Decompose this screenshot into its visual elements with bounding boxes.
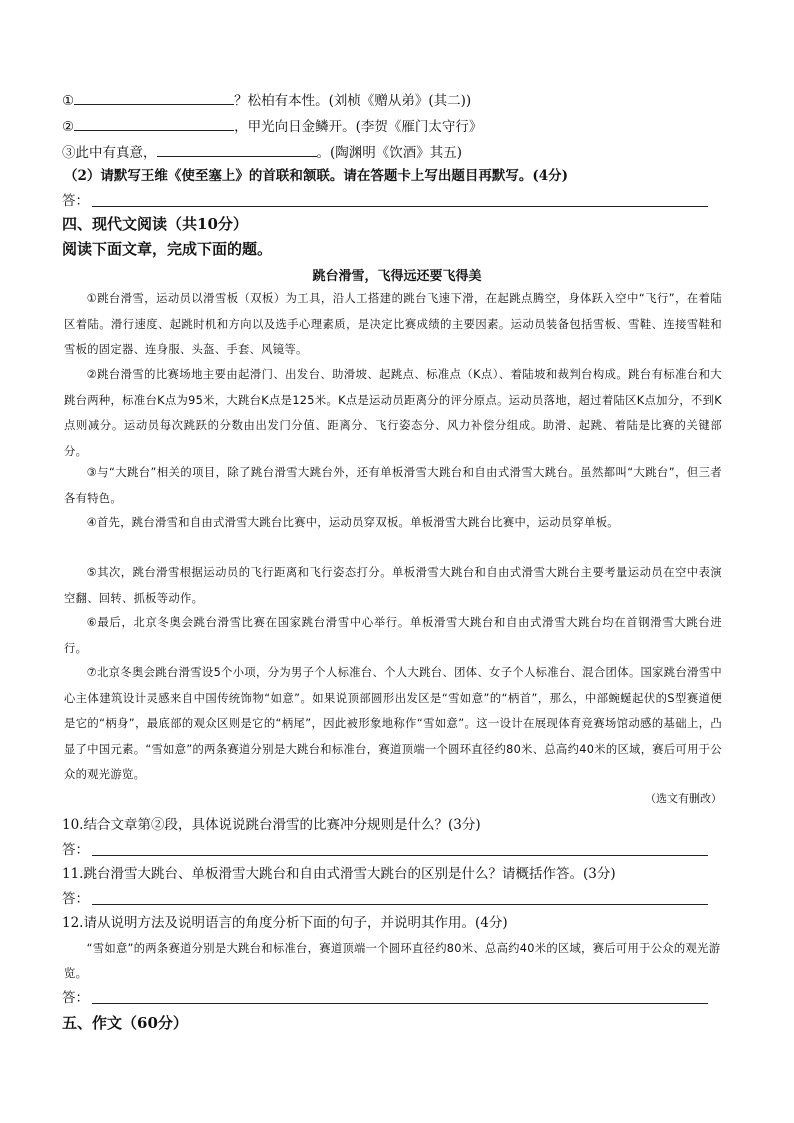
article-paragraph-1: ①跳台滑雪，运动员以滑雪板（双板）为工具，沿人工搭建的跳台飞速下滑，在起跳点腾空，身体跃入空中“飞行”，在着陆区着陆。滑行速度、起跳时机和方向以及选手心理素质，是决定比赛成绩的主要因素。运动员装备包括雪板、雪鞋、连接雪鞋和雪板的固定器、连身服、头盔、手套、风镜等。 [64, 292, 722, 356]
question-12-quote: “雪如意”的两条赛道分别是大跳台和标准台，赛道顶端一个圆环直径约80米、总高约40米的区域，赛后可用于公众的观光游览。 [64, 942, 721, 980]
question-12: 12.请从说明方法及说明语言的角度分析下面的句子，并说明其作用。(4分) [62, 915, 508, 931]
answer-line-recitation[interactable] [92, 206, 708, 207]
answer-label-10: 答： [62, 842, 89, 858]
question-11: 11.跳台滑雪大跳台、单板滑雪大跳台和自由式滑雪大跳台的区别是什么？请概括作答。(3分) [62, 866, 616, 882]
article-paragraph-6: ⑥最后，北京冬奥会跳台滑雪比赛在国家跳台滑雪中心举行。单板滑雪大跳台和自由式滑雪大跳台均在首钢滑雪大跳台进行。 [64, 616, 722, 655]
item-3-text-pre: ③此中有真意， [62, 145, 157, 161]
recitation-item-3 [62, 142, 462, 163]
section-5-heading: 五、作文（60分） [62, 1014, 188, 1032]
fill-blank-2[interactable] [74, 116, 234, 131]
article-paragraph-7: ⑦北京冬奥会跳台滑雪设5个小项，分为男子个人标准台、个人大跳台、团体、女子个人标准台、混合团体。国家跳台滑雪中心主体建筑设计灵感来自中国传统饰物“如意”。如果说顶部圆形出发区是“雪如意”的“柄首”，那么，中部蜿蜒起伏的S型赛道便是它的“柄身”，最底部的观众区则是它的“柄尾”，因此被形象地称作“雪如意”。这一设计在展现体育竞赛场馆动感的基础上，凸显了中国元素。“雪如意”的两条赛道分别是大跳台和标准台，赛道顶端一个圆环直径约80米、总高约40米的区域，赛后可用于公众的观光游览。 [64, 666, 722, 781]
item-1-text: ？松柏有本性。(刘桢《赠从弟》(其二)) [234, 93, 472, 109]
item-2-marker: ② [62, 119, 75, 135]
section-4-instruction: 阅读下面文章，完成下面的题。 [62, 240, 273, 258]
fill-blank-1[interactable] [74, 90, 234, 105]
answer-label-recitation: 答： [62, 193, 89, 209]
article-paragraph-3: ③与“大跳台”相关的项目，除了跳台滑雪大跳台外，还有单板滑雪大跳台和自由式滑雪大跳台。虽然都叫“大跳台”，但三者各有特色。 [64, 466, 722, 505]
recitation-item-1 [62, 90, 471, 111]
answer-label-12: 答： [62, 990, 89, 1006]
fill-blank-3[interactable] [157, 142, 317, 157]
recitation-item-2 [62, 116, 482, 137]
article-paragraph-4: ④首先，跳台滑雪和自由式滑雪大跳台比赛中，运动员穿双板。单板滑雪大跳台比赛中，运动员穿单板。 [86, 516, 619, 529]
source-note: （选文有删改） [645, 792, 722, 805]
answer-line-10[interactable] [92, 855, 708, 856]
question-2-text: （2）请默写王维《使至塞上》的首联和颔联。请在答题卡上写出题目再默写。(4分) [64, 168, 569, 184]
article-paragraph-5: ⑤其次，跳台滑雪根据运动员的飞行距离和飞行姿态打分。单板滑雪大跳台和自由式滑雪大跳台主要考量运动员在空中表演空翻、回转、抓板等动作。 [64, 566, 722, 605]
article-title: 跳台滑雪，飞得远还要飞得美 [312, 269, 482, 284]
item-1-marker: ① [62, 93, 75, 109]
answer-line-12[interactable] [92, 1003, 708, 1004]
question-10: 10.结合文章第②段，具体说说跳台滑雪的比赛冲分规则是什么？(3分) [62, 817, 481, 833]
item-2-text: ，甲光向日金鳞开。(李贺《雁门太守行》 [234, 119, 483, 135]
answer-label-11: 答： [62, 891, 89, 907]
section-4-heading: 四、现代文阅读（共10分） [62, 215, 248, 233]
recitation-question-2 [64, 166, 568, 186]
item-3-text-post: 。(陶渊明《饮酒》其五) [316, 145, 463, 161]
answer-line-11[interactable] [92, 904, 708, 905]
article-paragraph-2: ②跳台滑雪的比赛场地主要由起滑门、出发台、助滑坡、起跳点、标准点（K点）、着陆坡和裁判台构成。跳台有标准台和大跳台两种，标准台K点为95米，大跳台K点是125米。K点是运动员距离分的评分原点。运动员落地，超过着陆区K点加分，不到K点则减分。运动员每次跳跃的分数由出发门分值、距离分、飞行姿态分、风力补偿分组成。助滑、起跳、着陆是比赛的关键部分。 [64, 368, 722, 458]
